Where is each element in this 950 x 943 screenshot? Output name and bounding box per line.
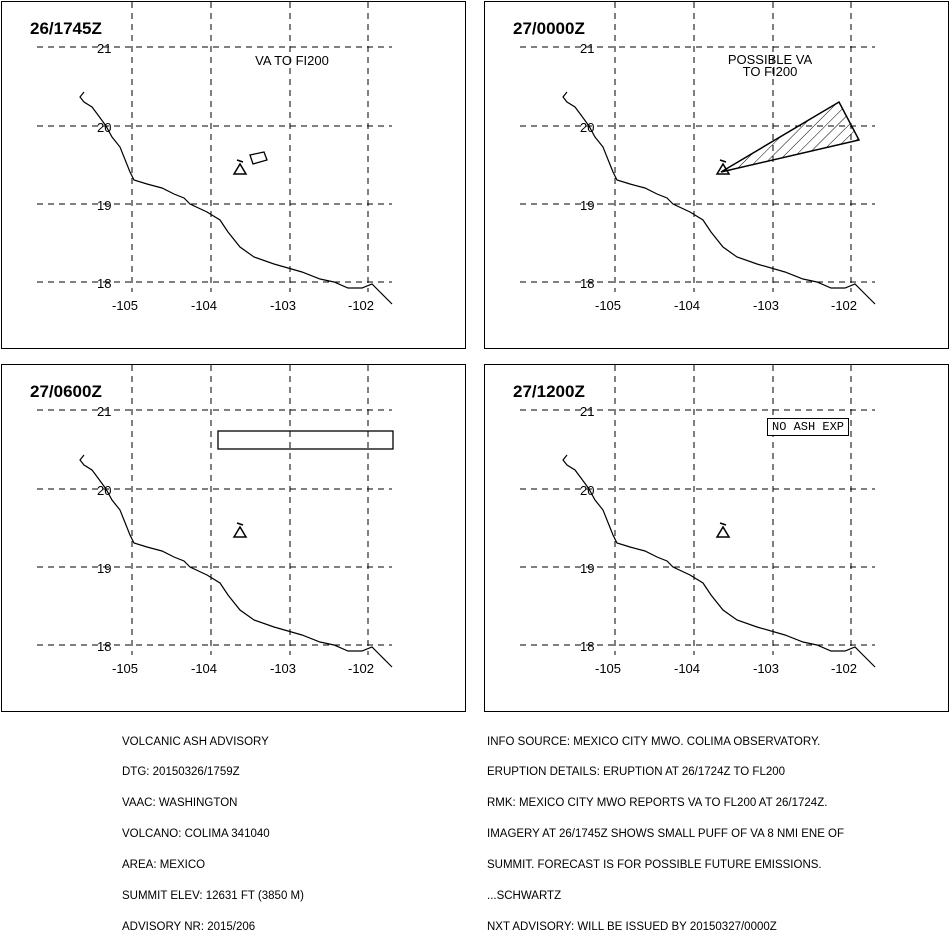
lat-label: 18 xyxy=(580,639,595,654)
gridlines xyxy=(37,365,392,655)
footer-line: IMAGERY AT 26/1745Z SHOWS SMALL PUFF OF VA 8 NMI ENE OF xyxy=(487,828,845,841)
coastline xyxy=(80,455,392,667)
panel-time: 27/1200Z xyxy=(513,382,585,401)
footer-line: RMK: MEXICO CITY MWO REPORTS VA TO FL200 AT 26/1724Z. xyxy=(487,797,828,810)
lon-label: -104 xyxy=(191,661,218,676)
coastline xyxy=(563,455,875,667)
lat-label: 18 xyxy=(97,276,112,291)
lon-label: -103 xyxy=(753,661,780,676)
lat-label: 21 xyxy=(97,41,112,56)
advisory-header-text xyxy=(122,716,304,943)
lat-label: 21 xyxy=(97,404,112,419)
map-panel-1200z xyxy=(484,364,949,712)
coastline xyxy=(80,92,392,304)
ash-area xyxy=(721,102,859,172)
lat-label: 20 xyxy=(97,483,112,498)
lat-label: 20 xyxy=(580,483,595,498)
gridlines xyxy=(37,2,392,292)
lat-label: 19 xyxy=(580,561,595,576)
footer-line: ...SCHWARTZ xyxy=(487,890,562,903)
lon-label: -105 xyxy=(112,661,139,676)
lon-label: -104 xyxy=(191,298,218,313)
lat-label: 20 xyxy=(580,120,595,135)
lon-label: -102 xyxy=(831,661,858,676)
footer-line: VAAC: WASHINGTON xyxy=(122,797,238,810)
lat-label: 21 xyxy=(580,404,595,419)
footer-line: AREA: MEXICO xyxy=(122,859,206,872)
panel-time: 27/0000Z xyxy=(513,19,585,38)
panel-time: 26/1745Z xyxy=(30,19,102,38)
map-panel-0600z xyxy=(1,364,466,712)
gridlines xyxy=(520,365,875,655)
footer-line: NXT ADVISORY: WILL BE ISSUED BY 20150327/0000Z xyxy=(487,920,777,933)
lon-label: -102 xyxy=(831,298,858,313)
footer-line: SUMMIT. FORECAST IS FOR POSSIBLE FUTURE EMISSIONS. xyxy=(487,859,822,872)
lon-label: -103 xyxy=(753,298,780,313)
footer-line: ADVISORY NR: 2015/206 xyxy=(122,920,256,933)
lon-label: -103 xyxy=(270,298,297,313)
map-canvas xyxy=(485,365,950,713)
lat-label: 19 xyxy=(97,198,112,213)
lon-label: -105 xyxy=(112,298,139,313)
lon-label: -102 xyxy=(348,661,375,676)
ash-note: POSSIBLE VA TO FI200 xyxy=(727,52,813,79)
footer-line: ERUPTION DETAILS: ERUPTION AT 26/1724Z TO FL200 xyxy=(487,766,786,779)
lon-label: -104 xyxy=(674,661,701,676)
lon-label: -103 xyxy=(270,661,297,676)
lon-label: -104 xyxy=(674,298,701,313)
lon-label: -105 xyxy=(595,298,622,313)
lat-label: 21 xyxy=(580,41,595,56)
advisory-remarks-text xyxy=(487,716,844,943)
lat-label: 19 xyxy=(97,561,112,576)
map-canvas xyxy=(2,365,467,713)
volcano-triangle-icon xyxy=(717,523,729,537)
lon-label: -102 xyxy=(348,298,375,313)
footer-line: VOLCANIC ASH ADVISORY xyxy=(122,735,269,748)
footer-line: VOLCANO: COLIMA 341040 xyxy=(122,828,270,841)
lon-label: -105 xyxy=(595,661,622,676)
lat-label: 19 xyxy=(580,198,595,213)
ash-area xyxy=(218,431,393,449)
lat-label: 20 xyxy=(97,120,112,135)
map-panel-0000z xyxy=(484,1,949,349)
footer-line: DTG: 20150326/1759Z xyxy=(122,766,240,779)
ash-area xyxy=(250,152,267,164)
lat-label: 18 xyxy=(580,276,595,291)
lat-label: 18 xyxy=(97,639,112,654)
map-panel-1745z xyxy=(1,1,466,349)
no-ash-expected-label: NO ASH EXP xyxy=(767,418,849,436)
panel-time: 27/0600Z xyxy=(30,382,102,401)
map-canvas xyxy=(2,2,467,350)
volcano-triangle-icon xyxy=(234,160,246,174)
volcano-triangle-icon xyxy=(234,523,246,537)
footer-line: SUMMIT ELEV: 12631 FT (3850 M) xyxy=(122,890,304,903)
footer-line: INFO SOURCE: MEXICO CITY MWO. COLIMA OBSERVATORY. xyxy=(487,735,821,748)
ash-note: VA TO FI200 xyxy=(255,53,329,68)
